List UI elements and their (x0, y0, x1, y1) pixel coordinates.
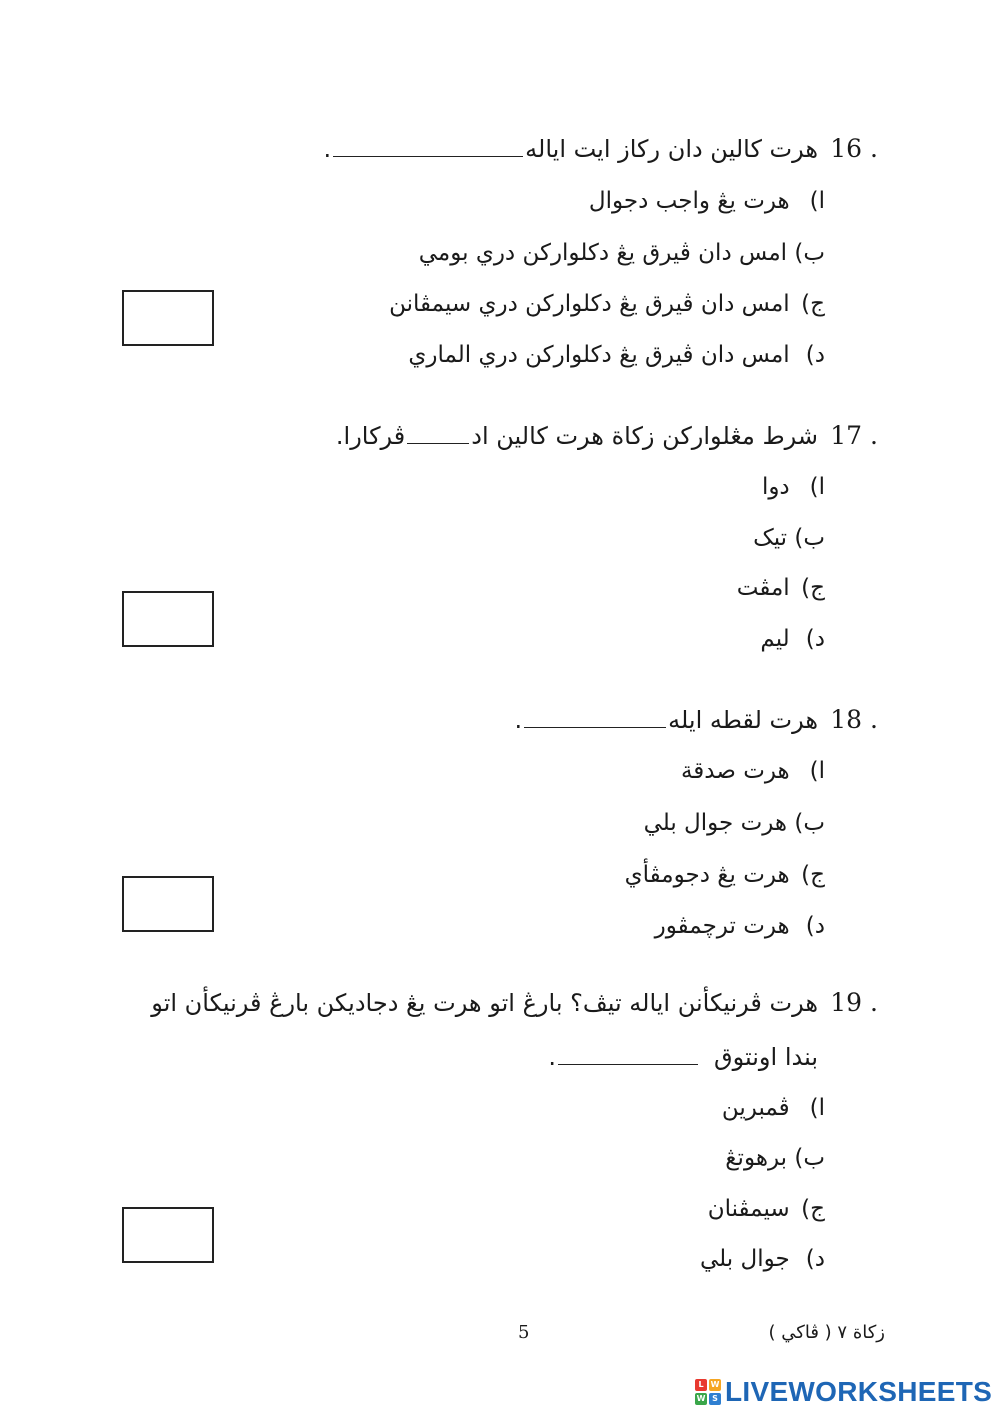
option-text: امس دان ڤيرق يڠ دكلواركن دري بومي (418, 240, 788, 266)
question-19-answer-box[interactable] (122, 1207, 214, 1263)
question-17-option-a[interactable] (762, 470, 825, 504)
option-text: هرت جوال بلي (643, 810, 788, 836)
question-16-option-b[interactable] (419, 236, 825, 270)
question-17-end: ڤركارا. (335, 422, 406, 450)
liveworksheets-logo-icon (695, 1379, 721, 1405)
footer-title: زكاة ٧ ( ڤاكي ) (768, 1322, 885, 1343)
option-letter: ب) (794, 525, 825, 551)
option-text: هرت يڠ واجب دجوال (588, 188, 790, 214)
option-letter: د) (805, 342, 825, 368)
option-text: دوا (761, 474, 790, 500)
option-text: امس دان ڤيرق يڠ دكلواركن دري الماري (408, 342, 790, 368)
question-17-option-c[interactable] (737, 571, 825, 605)
question-18-text (514, 703, 818, 737)
question-16-text (324, 132, 819, 166)
question-18-answer-box[interactable] (122, 876, 214, 932)
question-17-answer-box[interactable] (122, 591, 214, 647)
question-16-blank[interactable] (333, 134, 523, 157)
question-19-blank[interactable] (558, 1042, 698, 1065)
question-17-text (336, 419, 818, 453)
option-text: ڤمبرين (721, 1095, 790, 1121)
option-text: هرت ترچمڤور (654, 913, 790, 939)
option-text: امس دان ڤيرق يڠ دكلواركن دري سيمڤانن (389, 291, 790, 317)
question-19-text-line2 (548, 1040, 818, 1074)
question-17-option-d[interactable] (760, 622, 825, 656)
liveworksheets-brand[interactable] (695, 1378, 992, 1406)
question-17-stem: شرط مڠلواركن زكاة هرت كالين اد (471, 422, 818, 450)
question-17-blank[interactable] (407, 421, 469, 444)
option-text: سيمڤنان (707, 1196, 790, 1222)
option-letter: ب) (794, 810, 825, 836)
question-18-number: 18 . (830, 705, 878, 734)
logo-tile: W (696, 1394, 706, 1403)
option-letter: د) (805, 913, 825, 939)
question-16-option-c[interactable] (389, 287, 825, 321)
question-19-end: . (548, 1043, 556, 1071)
question-18-blank[interactable] (524, 705, 666, 728)
question-16-number: 16 . (830, 134, 878, 163)
question-18-option-b[interactable] (644, 806, 825, 840)
question-16-end: . (323, 135, 332, 163)
question-16-stem: هرت كالين دان ركاز ايت اياله (525, 135, 818, 163)
question-18-end: . (514, 706, 523, 734)
option-letter: ب) (794, 240, 825, 266)
question-17-number: 17 . (830, 421, 878, 450)
option-text: هرت صدقة (680, 758, 790, 784)
logo-tile: W (710, 1380, 720, 1389)
logo-tile: S (709, 1393, 721, 1405)
option-text: تيک (753, 525, 788, 551)
question-16-option-d[interactable] (408, 338, 825, 372)
question-18-option-c[interactable] (625, 858, 825, 892)
page-number: 5 (518, 1322, 530, 1343)
option-letter: ج) (801, 1196, 825, 1222)
question-18-option-a[interactable] (681, 754, 825, 788)
question-19-number: 19 . (830, 988, 878, 1017)
logo-tile: L (695, 1379, 707, 1391)
option-text: برهوتڠ (725, 1145, 788, 1171)
option-text: ليم (760, 626, 790, 652)
option-letter: ا) (809, 188, 825, 214)
option-letter: ج) (801, 862, 825, 888)
option-letter: د) (805, 626, 825, 652)
question-17-option-b[interactable] (753, 521, 825, 555)
question-19-option-a[interactable] (722, 1091, 825, 1125)
option-letter: ج) (801, 575, 825, 601)
option-letter: ا) (809, 474, 825, 500)
question-19-option-d[interactable] (700, 1242, 825, 1276)
option-letter: د) (805, 1246, 825, 1272)
question-18-stem: هرت لقطه ايله (668, 706, 818, 734)
option-text: هرت يڠ دجومڤأي (624, 862, 790, 888)
question-16-answer-box[interactable] (122, 290, 214, 346)
question-19-stem: بندا اونتوق (713, 1043, 818, 1071)
option-letter: ا) (809, 758, 825, 784)
option-text: امڤت (736, 575, 790, 601)
option-text: جوال بلي (699, 1246, 790, 1272)
question-19-option-b[interactable] (725, 1141, 825, 1175)
option-letter: ا) (809, 1095, 825, 1121)
brand-name: LIVEWORKSHEETS (725, 1376, 993, 1407)
option-letter: ج) (801, 291, 825, 317)
option-letter: ب) (794, 1145, 825, 1171)
question-19-text-line1: هرت ڤرنيكأنن اياله تيڤ؟ بارڠ اتو هرت يڠ دجاديکن بارڠ ڤرنيكأن اتو (151, 989, 818, 1017)
question-18-option-d[interactable] (655, 909, 825, 943)
question-16-option-a[interactable] (589, 184, 825, 218)
question-19-option-c[interactable] (708, 1192, 825, 1226)
